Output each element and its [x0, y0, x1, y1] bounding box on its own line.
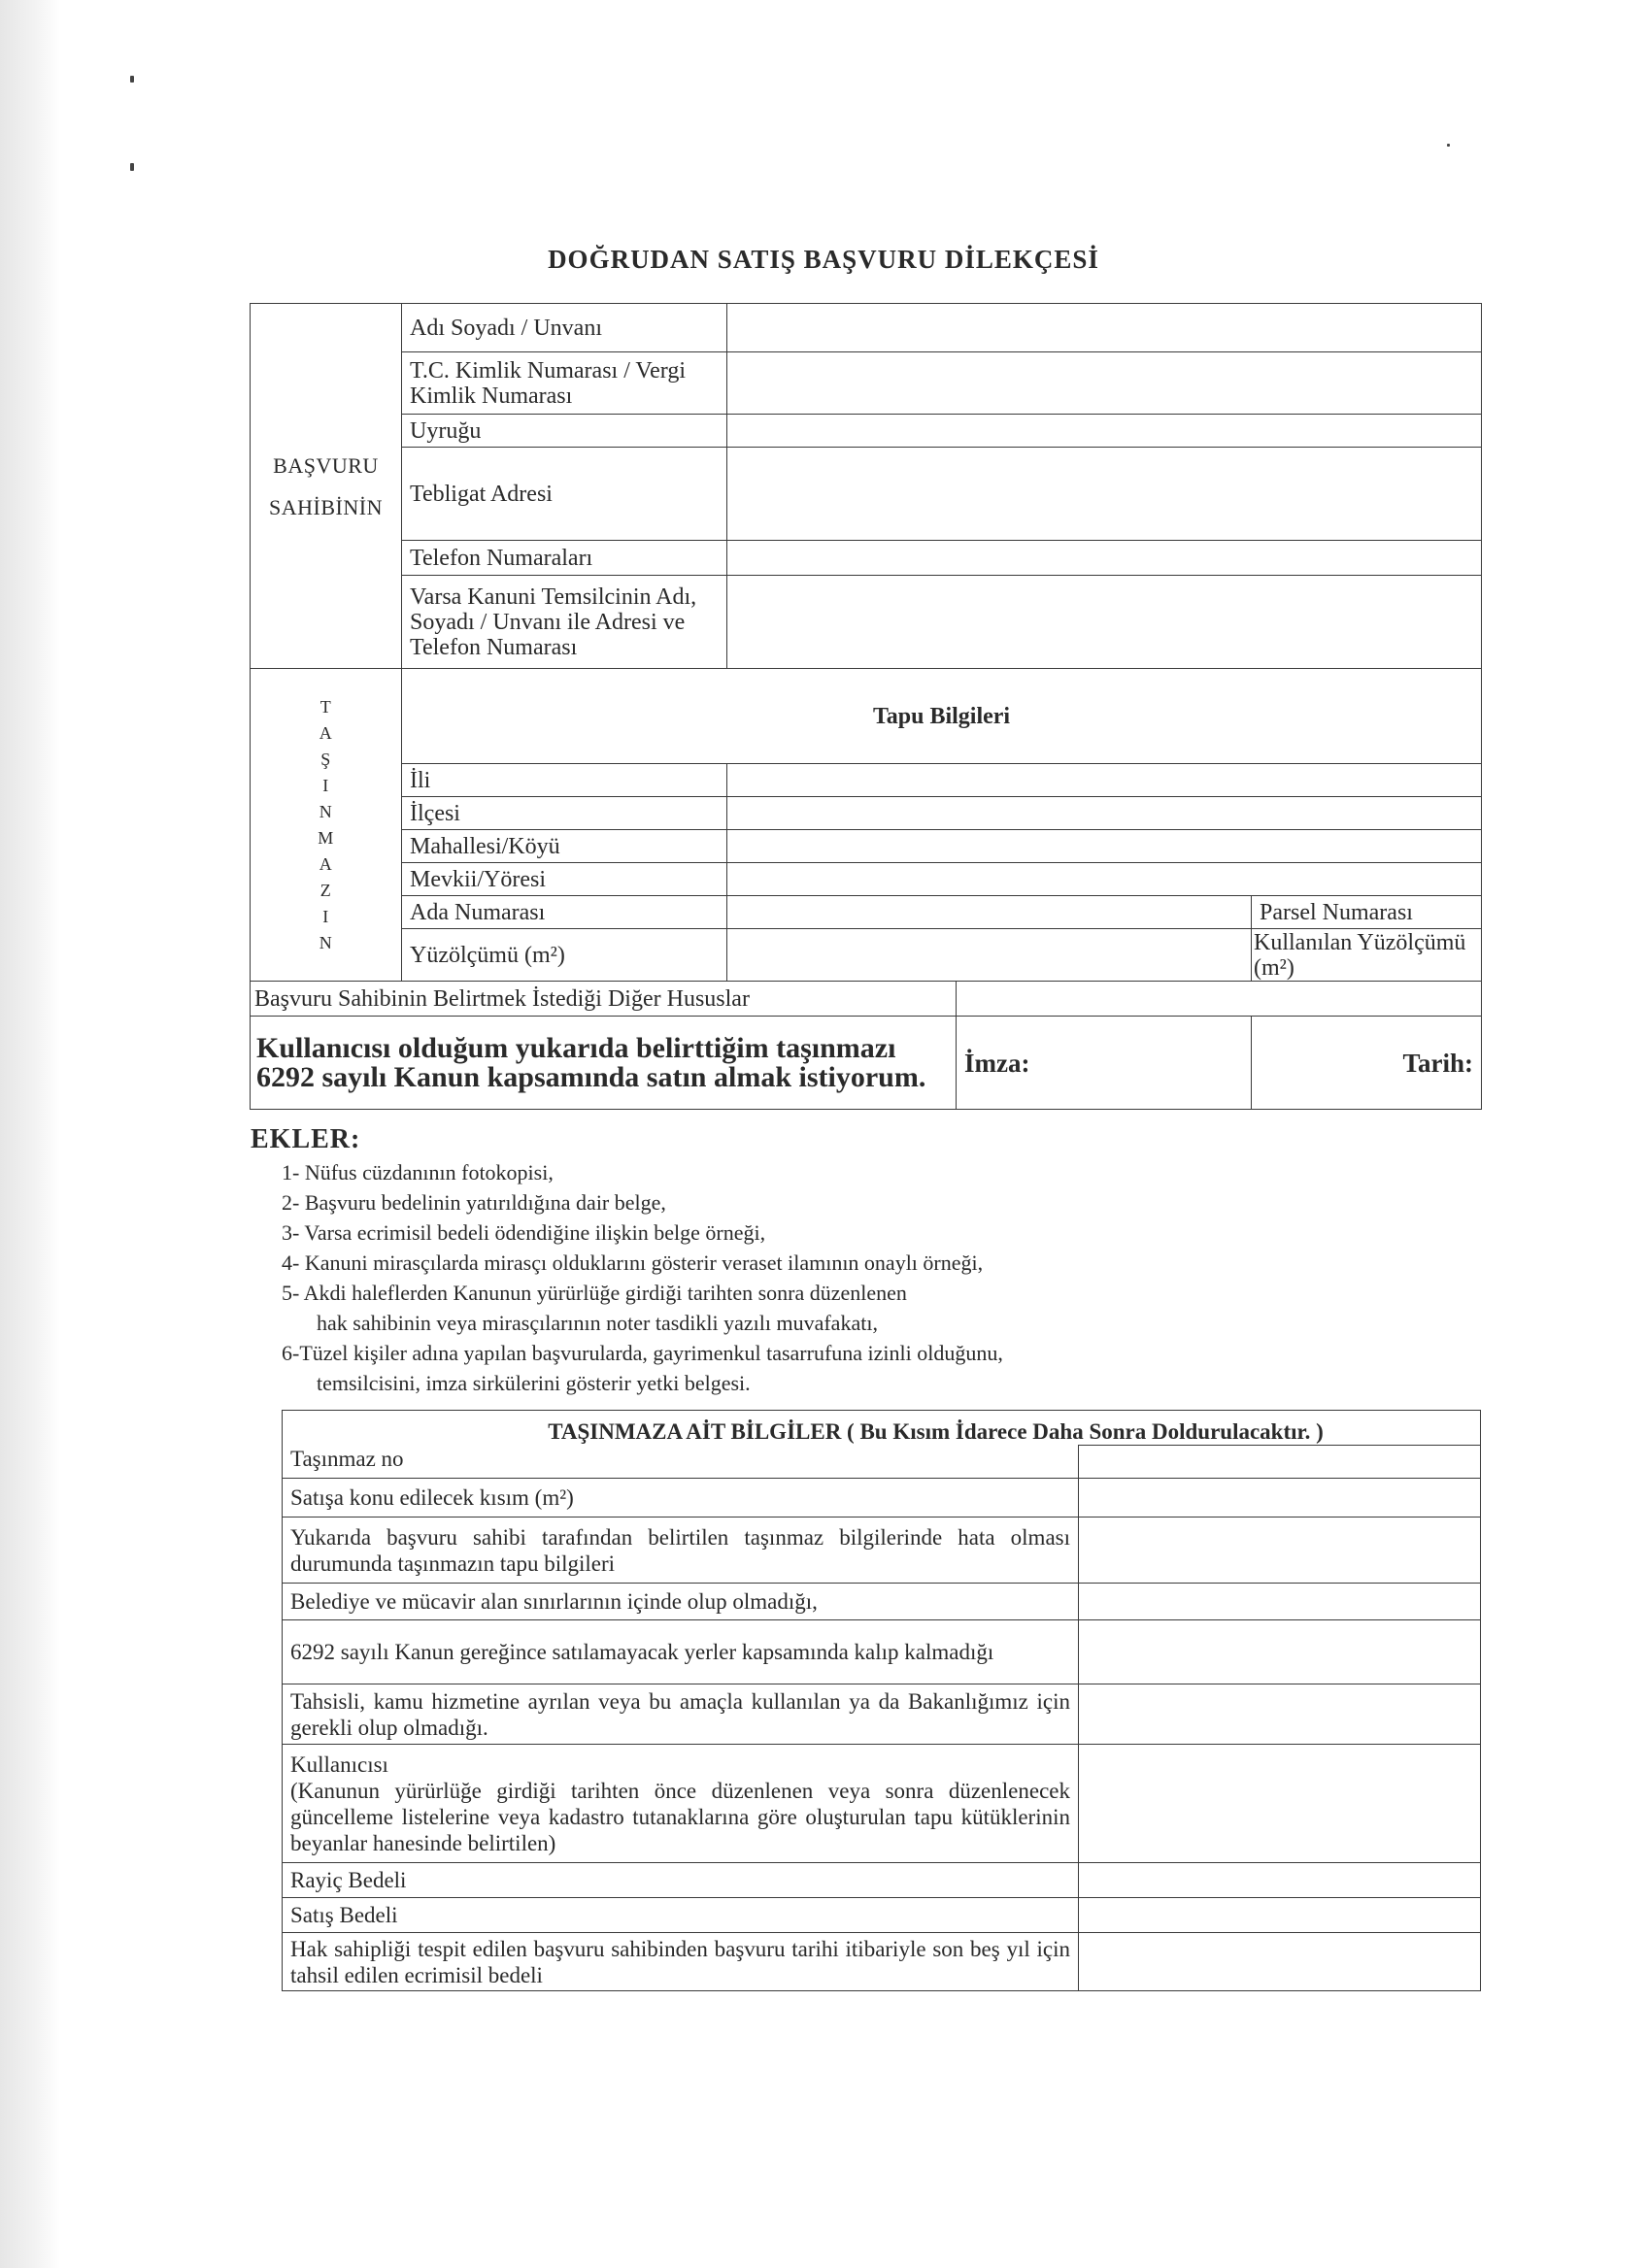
document-title: DOĞRUDAN SATIŞ BAŞVURU DİLEKÇESİ — [548, 245, 1099, 274]
field-label-parcel-number: Parsel Numarası — [1252, 896, 1482, 929]
info-label-market-value: Rayiç Bedeli — [283, 1863, 1079, 1898]
date-field[interactable] — [1252, 1017, 1482, 1110]
signature-field[interactable] — [957, 1017, 1252, 1110]
title-deed-section-title: Tapu Bilgileri — [402, 669, 1482, 764]
attachment-item: 5- Akdi haleflerden Kanunun yürürlüğe girdiği tarihten sonra düzenlenen — [282, 1281, 907, 1305]
property-label-letter: A — [319, 722, 333, 743]
field-label-used-area: Kullanılan Yüzölçümü (m²) — [1252, 929, 1482, 982]
info-label-unsellable-check: 6292 sayılı Kanun gereğince satılamayacak yerler kapsamında kalıp kalmadığı — [283, 1620, 1079, 1684]
property-label-letter: N — [319, 801, 333, 821]
property-section-label — [251, 669, 402, 982]
info-value-sale-area[interactable] — [1079, 1479, 1481, 1518]
field-value-district[interactable] — [727, 797, 1482, 830]
application-form-table — [250, 303, 1482, 1110]
property-info-title: TAŞINMAZA AİT BİLGİLER ( Bu Kısım İdarece Daha Sonra Doldurulacaktır. ) — [283, 1411, 1481, 1446]
field-label-province: İli — [402, 764, 727, 797]
date-label: Tarih: — [1402, 1048, 1474, 1078]
applicant-label-line: SAHİBİNİN — [269, 494, 383, 519]
info-label-occupation-fee: Hak sahipliği tespit edilen başvuru sahibinden başvuru tarihi itibariyle son beş yıl için tahsil edilen ecrimisil bedeli — [283, 1933, 1079, 1991]
property-label-letter: N — [319, 932, 333, 952]
info-label-user-note: (Kanunun yürürlüğe girdiği tarihten önce düzenlenen veya sonra düzenlenecek güncelleme listelerine veya kadastro tutanaklarına göre oluşturulan tapu kütüklerinin beyanlar hanesinde belirtilen) — [290, 1778, 1070, 1855]
info-label-user-title: Kullanıcısı — [290, 1751, 388, 1777]
field-label-legal-representative: Varsa Kanuni Temsilcinin Adı, Soyadı / Unvanı ile Adresi ve Telefon Numarası — [402, 576, 727, 669]
scan-edge-shadow — [0, 0, 60, 2268]
attachments-heading: EKLER: — [251, 1124, 361, 1154]
attachment-item: 3- Varsa ecrimisil bedeli ödendiğine ilişkin belge örneği, — [282, 1220, 766, 1245]
info-label-sale-price: Satış Bedeli — [283, 1898, 1079, 1933]
field-value-block-number[interactable] — [727, 896, 1252, 929]
attachment-item: 4- Kanuni mirasçılarda mirasçı olduklarını gösterir veraset ilamının onaylı örneği, — [282, 1251, 984, 1275]
property-label-letter: M — [318, 827, 334, 848]
property-label-letter: A — [319, 853, 333, 874]
field-value-locality[interactable] — [727, 863, 1482, 896]
attachment-item: 2- Başvuru bedelinin yatırıldığına dair belge, — [282, 1190, 666, 1215]
field-label-neighborhood: Mahallesi/Köyü — [402, 830, 727, 863]
field-value-phone[interactable] — [727, 541, 1482, 576]
info-value-municipal-boundary[interactable] — [1079, 1584, 1481, 1620]
field-label-name: Adı Soyadı / Unvanı — [402, 304, 727, 352]
applicant-label-line: BAŞVURU — [273, 452, 379, 478]
purchase-statement: Kullanıcısı olduğum yukarıda belirttiğim taşınmazı 6292 sayılı Kanun kapsamında satın almak istiyorum. — [251, 1017, 957, 1110]
info-label-corrected-deed: Yukarıda başvuru sahibi tarafından belirtilen taşınmaz bilgilerinde hata olması durumunda taşınmazın tapu bilgileri — [283, 1518, 1079, 1584]
property-label-letter: I — [322, 775, 329, 795]
info-label-sale-area: Satışa konu edilecek kısım (m²) — [283, 1479, 1079, 1518]
info-label-allocation: Tahsisli, kamu hizmetine ayrılan veya bu amaçla kullanılan ya da Bakanlığımız için gerekli olup olmadığı. — [283, 1684, 1079, 1745]
field-value-neighborhood[interactable] — [727, 830, 1482, 863]
info-value-occupation-fee[interactable] — [1079, 1933, 1481, 1991]
info-label-user — [283, 1745, 1079, 1863]
field-value-area[interactable] — [727, 929, 1252, 982]
applicant-section-label — [251, 304, 402, 669]
field-label-phone: Telefon Numaraları — [402, 541, 727, 576]
field-label-id-number: T.C. Kimlik Numarası / Vergi Kimlik Numarası — [402, 352, 727, 415]
attachment-item: 6-Tüzel kişiler adına yapılan başvurularda, gayrimenkul tasarrufuna izinli olduğunu, — [282, 1341, 1003, 1365]
info-value-property-no[interactable] — [1079, 1446, 1481, 1479]
property-label-letter: T — [319, 696, 332, 717]
info-value-market-value[interactable] — [1079, 1863, 1481, 1898]
field-label-locality: Mevkii/Yöresi — [402, 863, 727, 896]
field-label-block-number: Ada Numarası — [402, 896, 727, 929]
signature-label: İmza: — [964, 1048, 1030, 1078]
info-value-allocation[interactable] — [1079, 1684, 1481, 1745]
attachment-item-continuation: hak sahibinin veya mirasçılarının noter tasdikli yazılı muvafakatı, — [317, 1311, 878, 1335]
attachment-item-continuation: temsilcisini, imza sirkülerini gösterir yetki belgesi. — [317, 1371, 751, 1395]
field-label-area: Yüzölçümü (m²) — [402, 929, 727, 982]
attachments-section — [251, 1124, 1319, 1398]
info-label-property-no: Taşınmaz no — [283, 1446, 1079, 1479]
scan-speck — [1447, 144, 1450, 147]
field-value-province[interactable] — [727, 764, 1482, 797]
info-value-unsellable-check[interactable] — [1079, 1620, 1481, 1684]
other-matters-value[interactable] — [957, 982, 1482, 1017]
scan-speck — [130, 76, 134, 83]
field-value-address[interactable] — [727, 448, 1482, 541]
field-value-id-number[interactable] — [727, 352, 1482, 415]
field-value-name[interactable] — [727, 304, 1482, 352]
attachment-item: 1- Nüfus cüzdanının fotokopisi, — [282, 1160, 554, 1184]
field-value-nationality[interactable] — [727, 415, 1482, 448]
info-value-sale-price[interactable] — [1079, 1898, 1481, 1933]
property-label-letter: Ş — [320, 749, 331, 769]
info-value-corrected-deed[interactable] — [1079, 1518, 1481, 1584]
field-value-legal-representative[interactable] — [727, 576, 1482, 669]
field-label-address: Tebligat Adresi — [402, 448, 727, 541]
scan-speck — [130, 163, 134, 171]
info-label-municipal-boundary: Belediye ve mücavir alan sınırlarının içinde olup olmadığı, — [283, 1584, 1079, 1620]
property-info-table — [282, 1410, 1481, 1991]
other-matters-label: Başvuru Sahibinin Belirtmek İstediği Diğer Hususlar — [251, 982, 957, 1017]
field-label-district: İlçesi — [402, 797, 727, 830]
field-label-nationality: Uyruğu — [402, 415, 727, 448]
property-label-letter: I — [322, 906, 329, 926]
property-label-letter: Z — [319, 880, 332, 900]
info-value-user[interactable] — [1079, 1745, 1481, 1863]
